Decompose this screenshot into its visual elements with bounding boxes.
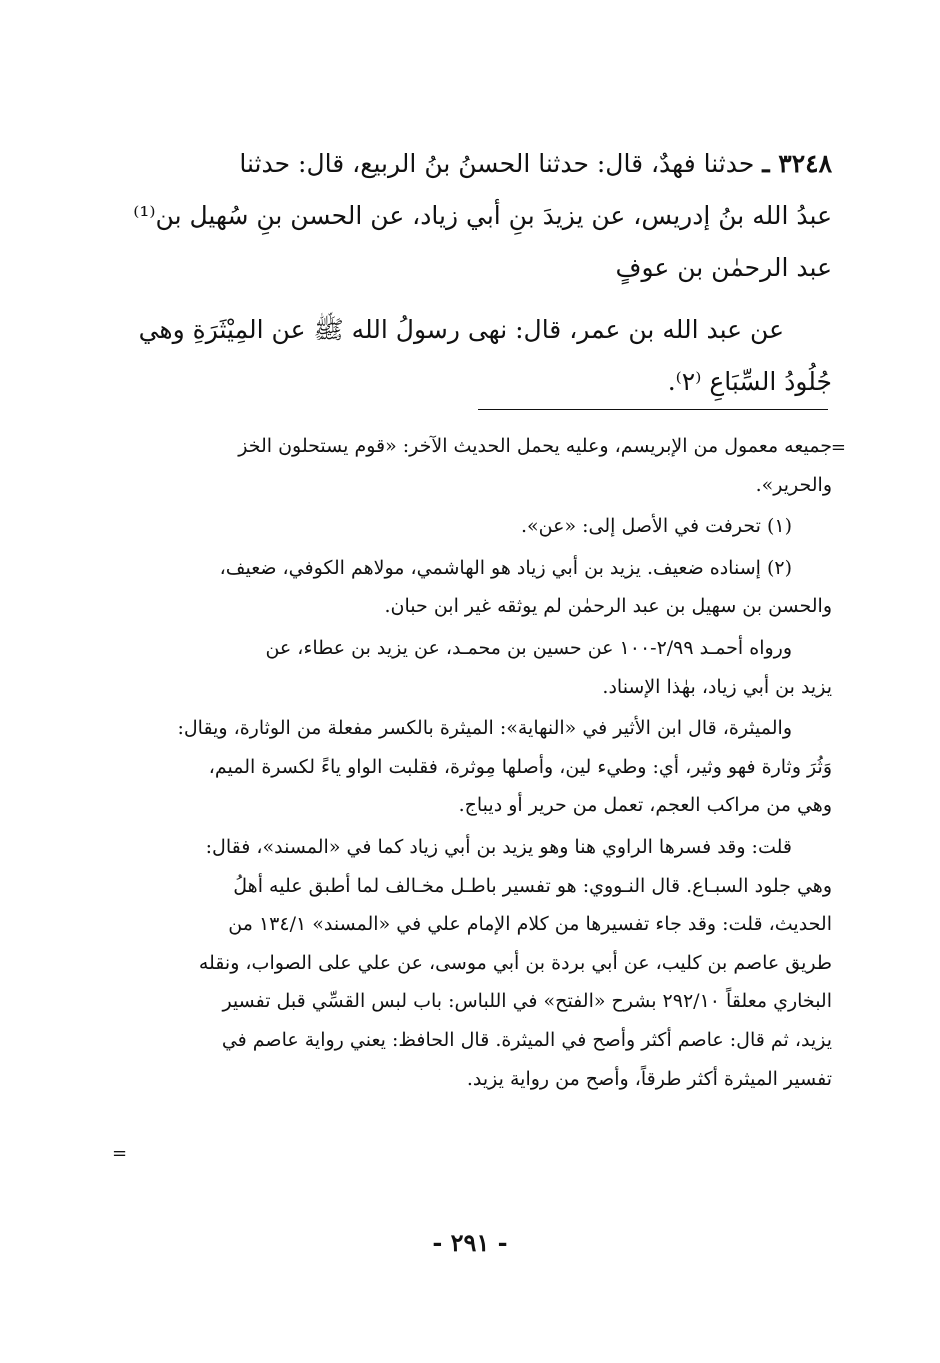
footnote-line: الحديث، قلت: وقد جاء تفسيرها من كلام الإمام علي في «المسند» ١٣٤/١ من: [228, 913, 832, 936]
footnote-line: تفسير الميثرة أكثر طرقاً، وأصح من رواية يزيد.: [466, 1067, 832, 1090]
matn-line: جُلُودُ السِّبَاعِ ⁽٢⁾.: [667, 367, 832, 396]
footnote-1: (١) تحرفت في الأصل إلى: «عن».: [521, 515, 792, 538]
footnote-divider: [478, 409, 828, 410]
hadith-line: عبد الرحمٰن بن عوفٍ: [615, 253, 832, 282]
page-number: - ٢٩١ -: [432, 1228, 508, 1257]
continuation-mark: =: [830, 437, 846, 458]
hadith-text: [110, 138, 832, 408]
footnote-line: والميثرة، قال ابن الأثير في «النهاية»: الميثرة بالكسر مفعلة من الوثارة، ويقال:: [177, 717, 792, 740]
matn-line: عن عبد الله بن عمر، قال: نهى رسولُ الله ﷺ عن المِيْثَرَةِ وهي: [138, 315, 784, 344]
footnote-line: طريق عاصم بن كليب، عن أبي بردة بن أبي موسى، عن علي على الصواب، ونقله: [198, 951, 832, 974]
footnote-line: والحسن بن سهيل بن عبد الرحمٰن لم يوثقه غير ابن حبان.: [384, 595, 832, 618]
footnote-line: قلت: وقد فسرها الراوي هنا وهو يزيد بن أبي زياد كما في «المسند»، فقال:: [205, 835, 792, 858]
hadith-line: [110, 138, 832, 190]
isnad-text: حدثنا فهدٌ، قال: حدثنا الحسنُ بنُ الربيع، قال: حدثنا: [239, 149, 755, 178]
footnote-line: وهي من مراكب العجم، تعمل من حرير أو ديباج.: [458, 794, 832, 817]
footnote-line: والحرير».: [755, 473, 832, 496]
footnote-line: يزيد بن أبي زياد، بهٰذا الإسناد.: [602, 675, 832, 698]
hadith-number: ٣٢٤٨ ـ: [762, 149, 832, 178]
footnote-line: ورواه أحمـد ٢/٩٩-١٠٠ عن حسين بن محمـد، عن يزيد بن عطاء، عن: [265, 636, 792, 659]
footnote-line: يزيد، ثم قال: عاصم أكثر وأصح في الميثرة. قال الحافظ: يعني رواية عاصم في: [221, 1028, 832, 1051]
footnote-line: جميعه معمول من الإبريسم، وعليه يحمل الحديث الآخر: «قوم يستحلون الخز: [238, 435, 832, 457]
hadith-line: عبدُ الله بنُ إدريس، عن يزيدَ بنِ أبي زياد، عن الحسن بنِ سُهيل بن⁽¹⁾: [133, 201, 832, 230]
footnote-line: البخاري معلقاً ٢٩٢/١٠ بشرح «الفتح» في اللباس: باب لبس القسِّي قبل تفسير: [222, 990, 832, 1013]
footnote-line: وهي جلود السبـاع. قال النـووي: هو تفسير باطـل مخـالف لما أطبق عليه أهلُ: [233, 874, 832, 897]
continuation-mark-end: =: [112, 1143, 128, 1164]
footnote-2: (٢) إسناده ضعيف. يزيد بن أبي زياد هو الهاشمي، مولاهم الكوفي، ضعيف،: [219, 556, 792, 579]
footnote-line: وَثُرَ وثارة فهو وثير، أي: وطيء لين، وأصلها مِوثرة، فقلبت الواو ياءً لكسرة الميم،: [208, 755, 832, 778]
footnotes: [110, 427, 832, 1098]
